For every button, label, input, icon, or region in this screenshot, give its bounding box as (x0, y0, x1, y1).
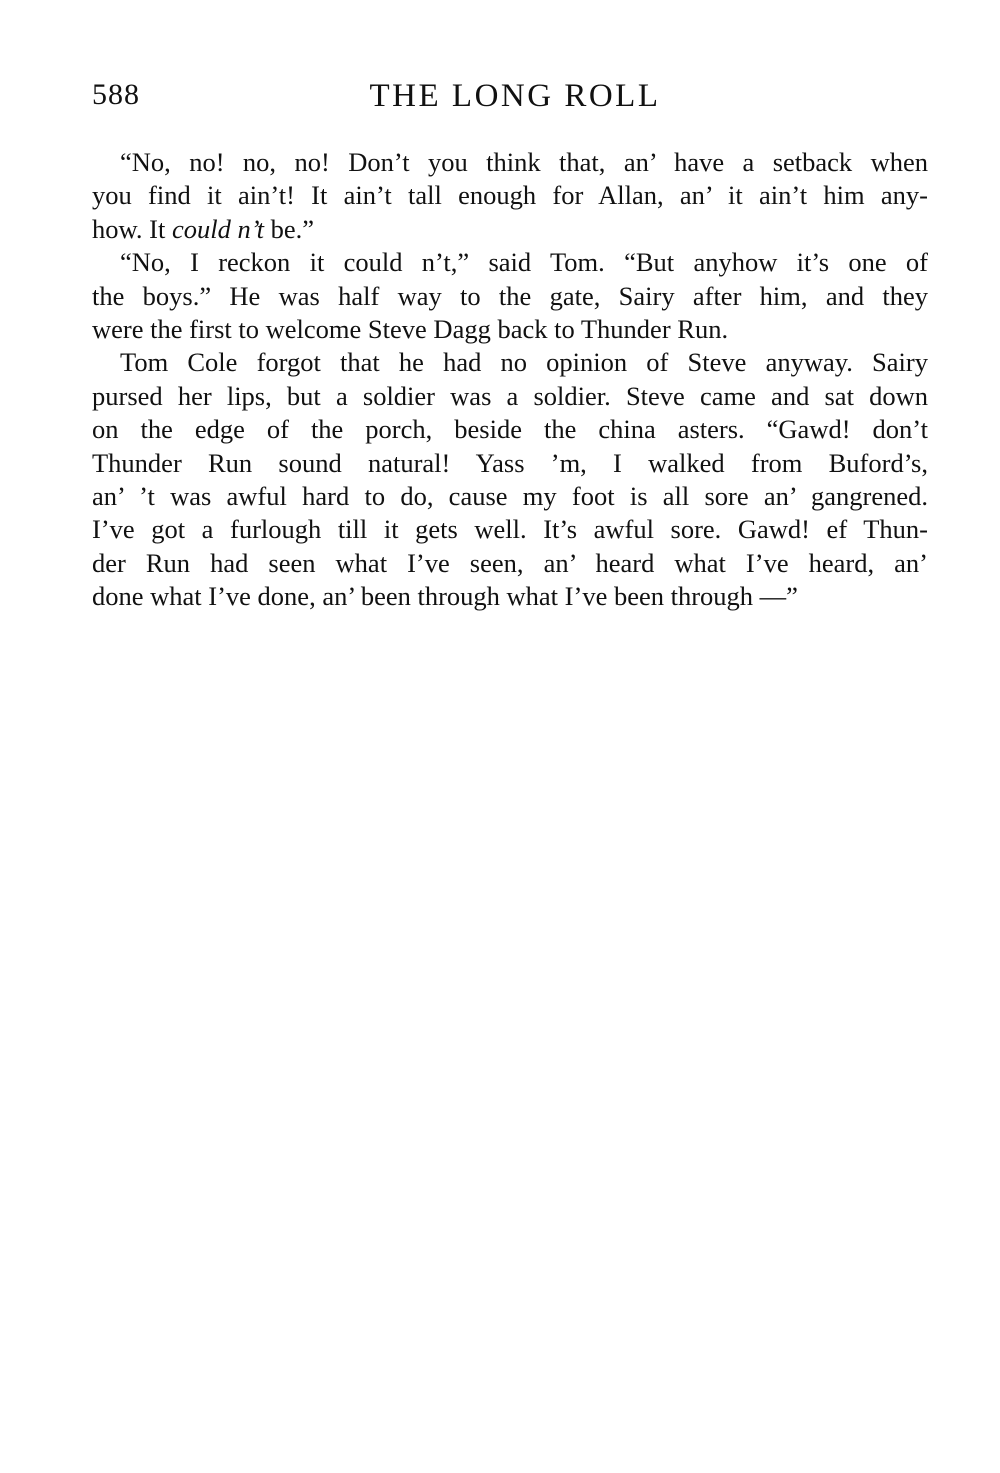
text-line: an’ ’t was awful hard to do, cause my foot is all sore an’ gangrened. (92, 480, 928, 511)
text-line: “No, no! no, no! Don’t you think that, an’ have a setback when (120, 147, 928, 177)
page-number: 588 (92, 78, 140, 111)
body-text (92, 146, 928, 613)
text-run: how. It (92, 213, 172, 244)
page-header (92, 78, 930, 118)
paragraph (92, 246, 928, 346)
text-line (92, 213, 928, 246)
italic-text: could n’t (171, 213, 264, 244)
text-run: be.” (263, 213, 315, 244)
text-line: Thunder Run sound natural! Yass ’m, I walked from Buford’s, (92, 447, 928, 478)
text-line: der Run had seen what I’ve seen, an’ heard what I’ve heard, an’ (92, 547, 928, 578)
text-line: I’ve got a furlough till it gets well. It’s awful sore. Gawd! ef Thun- (92, 514, 928, 545)
text-line: were the first to welcome Steve Dagg back to Thunder Run. (92, 313, 729, 344)
paragraph (92, 146, 928, 246)
text-line: on the edge of the porch, beside the china asters. “Gawd! don’t (92, 414, 928, 445)
running-title: THE LONG ROLL (369, 78, 661, 114)
text-line: “No, I reckon it could n’t,” said Tom. “But anyhow it’s one of (120, 247, 928, 278)
text-line: the boys.” He was half way to the gate, Sairy after him, and they (92, 280, 928, 311)
text-line: done what I’ve done, an’ been through what I’ve been through —” (92, 581, 798, 612)
paragraph (92, 346, 928, 613)
text-line: you find it ain’t! It ain’t tall enough for Allan, an’ it ain’t him any- (92, 180, 928, 211)
text-line: Tom Cole forgot that he had no opinion of Steve anyway. Sairy (120, 347, 928, 378)
text-line: pursed her lips, but a soldier was a soldier. Steve came and sat down (92, 380, 928, 411)
